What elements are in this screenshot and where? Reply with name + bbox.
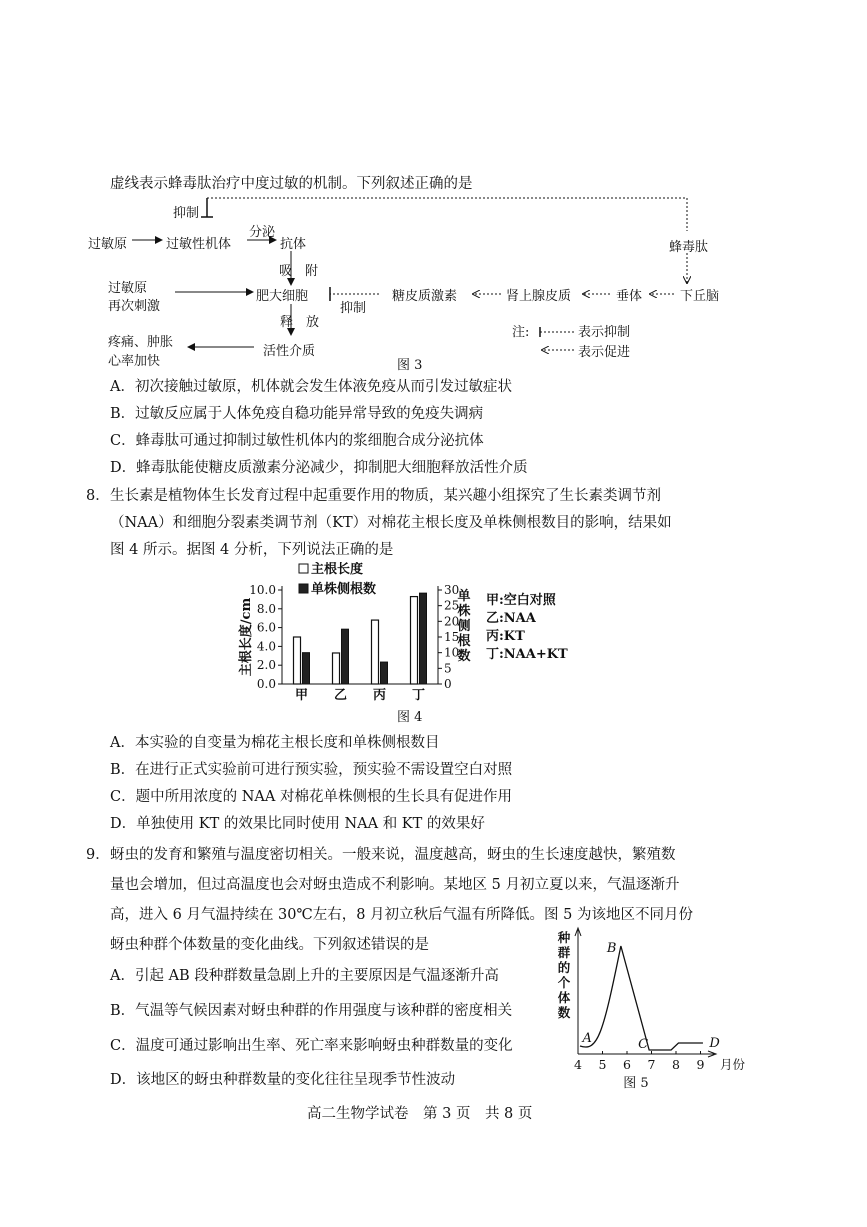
node-glucocorticoid: 糖皮质激素 bbox=[392, 289, 458, 304]
chart-key-item: 甲:空白对照 bbox=[486, 593, 556, 608]
y-tick-label-left: 4.0 bbox=[256, 639, 276, 654]
y-axis-label-right-char: 侧 bbox=[457, 619, 471, 634]
point-label-C: C bbox=[638, 1037, 649, 1052]
y-tick-label-right: 10 bbox=[444, 645, 460, 660]
node-symptom-1: 疼痛、肿胀 bbox=[108, 335, 174, 350]
node-mast-cell: 肥大细胞 bbox=[256, 289, 309, 304]
label-secrete: 分泌 bbox=[249, 225, 276, 240]
x-axis-label: 月份 bbox=[720, 1057, 746, 1072]
node-adrenal-cortex: 肾上腺皮质 bbox=[506, 289, 572, 304]
q9-line-3: 高，进入 6 月气温持续在 30℃左右，8 月初立秋后气温有所降低。图 5 为该地区不同月份 bbox=[110, 907, 693, 923]
bar-lateral-root-3 bbox=[420, 593, 427, 684]
q7-option-b: B．过敏反应属于人体免疫自稳功能异常导致的免疫失调病 bbox=[110, 406, 484, 422]
chart-key-item: 乙:NAA bbox=[486, 611, 536, 626]
figure-3-caption: 图 3 bbox=[397, 358, 423, 373]
y-axis-label-left: 主根长度/cm bbox=[239, 597, 254, 677]
q9-option-c: C．温度可通过影响出生率、死亡率来影响蚜虫种群数量的变化 bbox=[110, 1038, 513, 1054]
label-inhibit-mid: 抑制 bbox=[340, 301, 367, 316]
y-tick-label-right: 0 bbox=[444, 677, 452, 691]
bar-lateral-root-2 bbox=[381, 662, 388, 684]
y-axis-label-right-char: 单 bbox=[457, 589, 471, 604]
x-tick-label: 甲 bbox=[294, 688, 309, 703]
node-melittin: 蜂毒肽 bbox=[669, 240, 709, 255]
y-axis-label-char: 群 bbox=[557, 945, 571, 960]
q8-option-c: C．题中所用浓度的 NAA 对棉花单株侧根的生长具有促进作用 bbox=[110, 789, 512, 805]
q7-option-c: C．蜂毒肽可通过抑制过敏性机体内的浆细胞合成分泌抗体 bbox=[110, 433, 484, 449]
y-tick-label-left: 6.0 bbox=[256, 620, 276, 635]
x-tick-label: 7 bbox=[647, 1057, 656, 1072]
node-symptom-2: 心率加快 bbox=[108, 354, 161, 369]
q8-number: 8． bbox=[86, 488, 110, 504]
point-label-D: D bbox=[709, 1036, 720, 1051]
y-tick-label-right: 30 bbox=[444, 583, 460, 597]
q9-option-b: B．气温等气候因素对蚜虫种群的作用强度与该种群的密度相关 bbox=[110, 1003, 513, 1019]
point-label-B: B bbox=[606, 941, 617, 956]
y-axis-label-char: 的 bbox=[557, 960, 571, 975]
q9-line-4: 蚜虫种群个体数量的变化曲线。下列叙述错误的是 bbox=[110, 937, 429, 953]
note-label: 注: bbox=[512, 325, 530, 340]
note-inhibit: 表示抑制 bbox=[578, 325, 631, 340]
node-active-mediator: 活性介质 bbox=[263, 344, 316, 359]
figure-4-chart bbox=[228, 562, 598, 722]
x-tick-label: 乙 bbox=[333, 688, 348, 703]
node-allergic-body: 过敏性机体 bbox=[166, 237, 232, 252]
y-axis-label-right-char: 根 bbox=[457, 634, 471, 649]
bar-lateral-root-0 bbox=[303, 653, 310, 684]
chart-key-item: 丁:NAA+KT bbox=[486, 647, 568, 662]
point-label-A: A bbox=[582, 1031, 592, 1046]
bar-main-root-0 bbox=[294, 637, 301, 684]
x-tick-label: 4 bbox=[574, 1057, 582, 1072]
q9-line-2: 量也会增加，但过高温度也会对蚜虫造成不利影响。某地区 5 月初立夏以来，气温逐渐升 bbox=[110, 877, 680, 893]
y-tick-label-left: 8.0 bbox=[256, 601, 276, 616]
q9-line-1: 蚜虫的发育和繁殖与温度密切相关。一般来说，温度越高，蚜虫的生长速度越快，繁殖数 bbox=[110, 847, 676, 863]
y-tick-label-right: 20 bbox=[444, 614, 460, 629]
node-allergen-again-1: 过敏原 bbox=[108, 281, 148, 296]
label-adsorb: 吸 附 bbox=[279, 264, 319, 279]
y-axis-label-char: 体 bbox=[557, 990, 571, 1005]
x-tick-label: 9 bbox=[696, 1057, 705, 1072]
node-hypothalamus: 下丘脑 bbox=[680, 289, 720, 304]
q7-option-a: A．初次接触过敏原，机体就会发生体液免疫从而引发过敏症状 bbox=[110, 379, 512, 395]
q9-number: 9． bbox=[86, 847, 110, 863]
intro-line: 虚线表示蜂毒肽治疗中度过敏的机制。下列叙述正确的是 bbox=[110, 176, 473, 192]
y-tick-label-right: 25 bbox=[444, 598, 460, 613]
y-axis-label-char: 种 bbox=[557, 930, 571, 945]
q9-option-a: A．引起 AB 段种群数量急剧上升的主要原因是气温逐渐升高 bbox=[110, 968, 499, 984]
q7-option-d: D．蜂毒肽能使糖皮质激素分泌减少，抑制肥大细胞释放活性介质 bbox=[110, 460, 528, 476]
y-tick-label-right: 5 bbox=[444, 661, 452, 676]
population-curve bbox=[580, 946, 703, 1050]
y-tick-label-right: 15 bbox=[444, 630, 460, 644]
label-release: 释 放 bbox=[280, 315, 320, 330]
x-tick-label: 6 bbox=[623, 1057, 631, 1072]
q8-option-b: B．在进行正式实验前可进行预实验，预实验不需设置空白对照 bbox=[110, 762, 513, 778]
node-pituitary: 垂体 bbox=[616, 289, 643, 304]
figure-5-caption: 图 5 bbox=[623, 1076, 649, 1091]
note-promote: 表示促进 bbox=[578, 345, 631, 360]
q9-option-d: D．该地区的蚜虫种群数量的变化往往呈现季节性波动 bbox=[110, 1072, 456, 1088]
q8-option-a: A．本实验的自变量为棉花主根长度和单株侧根数目 bbox=[110, 735, 440, 751]
q8-line-1: 生长素是植物体生长发育过程中起重要作用的物质，某兴趣小组探究了生长素类调节剂 bbox=[110, 488, 661, 504]
label-inhibit-top: 抑制 bbox=[173, 206, 200, 221]
y-axis-label-char: 个 bbox=[557, 975, 571, 990]
q8-line-2: （NAA）和细胞分裂素类调节剂（KT）对棉花主根长度及单株侧根数目的影响，结果如 bbox=[110, 515, 672, 531]
x-tick-label: 8 bbox=[672, 1057, 680, 1072]
x-tick-label: 丁 bbox=[411, 688, 426, 703]
node-allergen-again-2: 再次刺激 bbox=[108, 299, 161, 314]
y-axis-label-right-char: 株 bbox=[457, 604, 471, 619]
x-tick-label: 丙 bbox=[372, 688, 387, 703]
legend-lateral-root: 单株侧根数 bbox=[311, 582, 377, 597]
figure-4-caption: 图 4 bbox=[397, 710, 423, 725]
bar-main-root-2 bbox=[372, 620, 379, 684]
bar-main-root-1 bbox=[333, 653, 340, 684]
bar-lateral-root-1 bbox=[342, 629, 349, 684]
y-tick-label-left: 10.0 bbox=[249, 583, 276, 597]
q8-line-3: 图 4 所示。据图 4 分析，下列说法正确的是 bbox=[110, 542, 394, 558]
node-allergen: 过敏原 bbox=[88, 237, 128, 252]
y-axis-label-right-char: 数 bbox=[457, 649, 471, 664]
x-tick-label: 5 bbox=[598, 1057, 607, 1072]
node-antibody: 抗体 bbox=[280, 237, 307, 252]
y-axis-label-char: 数 bbox=[557, 1005, 571, 1020]
bar-main-root-3 bbox=[411, 597, 418, 684]
figure-5-chart bbox=[548, 924, 748, 1096]
q8-option-d: D．单独使用 KT 的效果比同时使用 NAA 和 KT 的效果好 bbox=[110, 816, 485, 832]
y-tick-label-left: 2.0 bbox=[256, 658, 276, 673]
page-footer: 高二生物学试卷 第 3 页 共 8 页 bbox=[307, 1106, 533, 1122]
legend-swatch-main-root bbox=[299, 564, 308, 573]
legend-swatch-lateral-root bbox=[299, 584, 308, 593]
y-tick-label-left: 0.0 bbox=[256, 677, 276, 691]
chart-key-item: 丙:KT bbox=[486, 629, 525, 644]
legend-main-root: 主根长度 bbox=[311, 562, 364, 577]
